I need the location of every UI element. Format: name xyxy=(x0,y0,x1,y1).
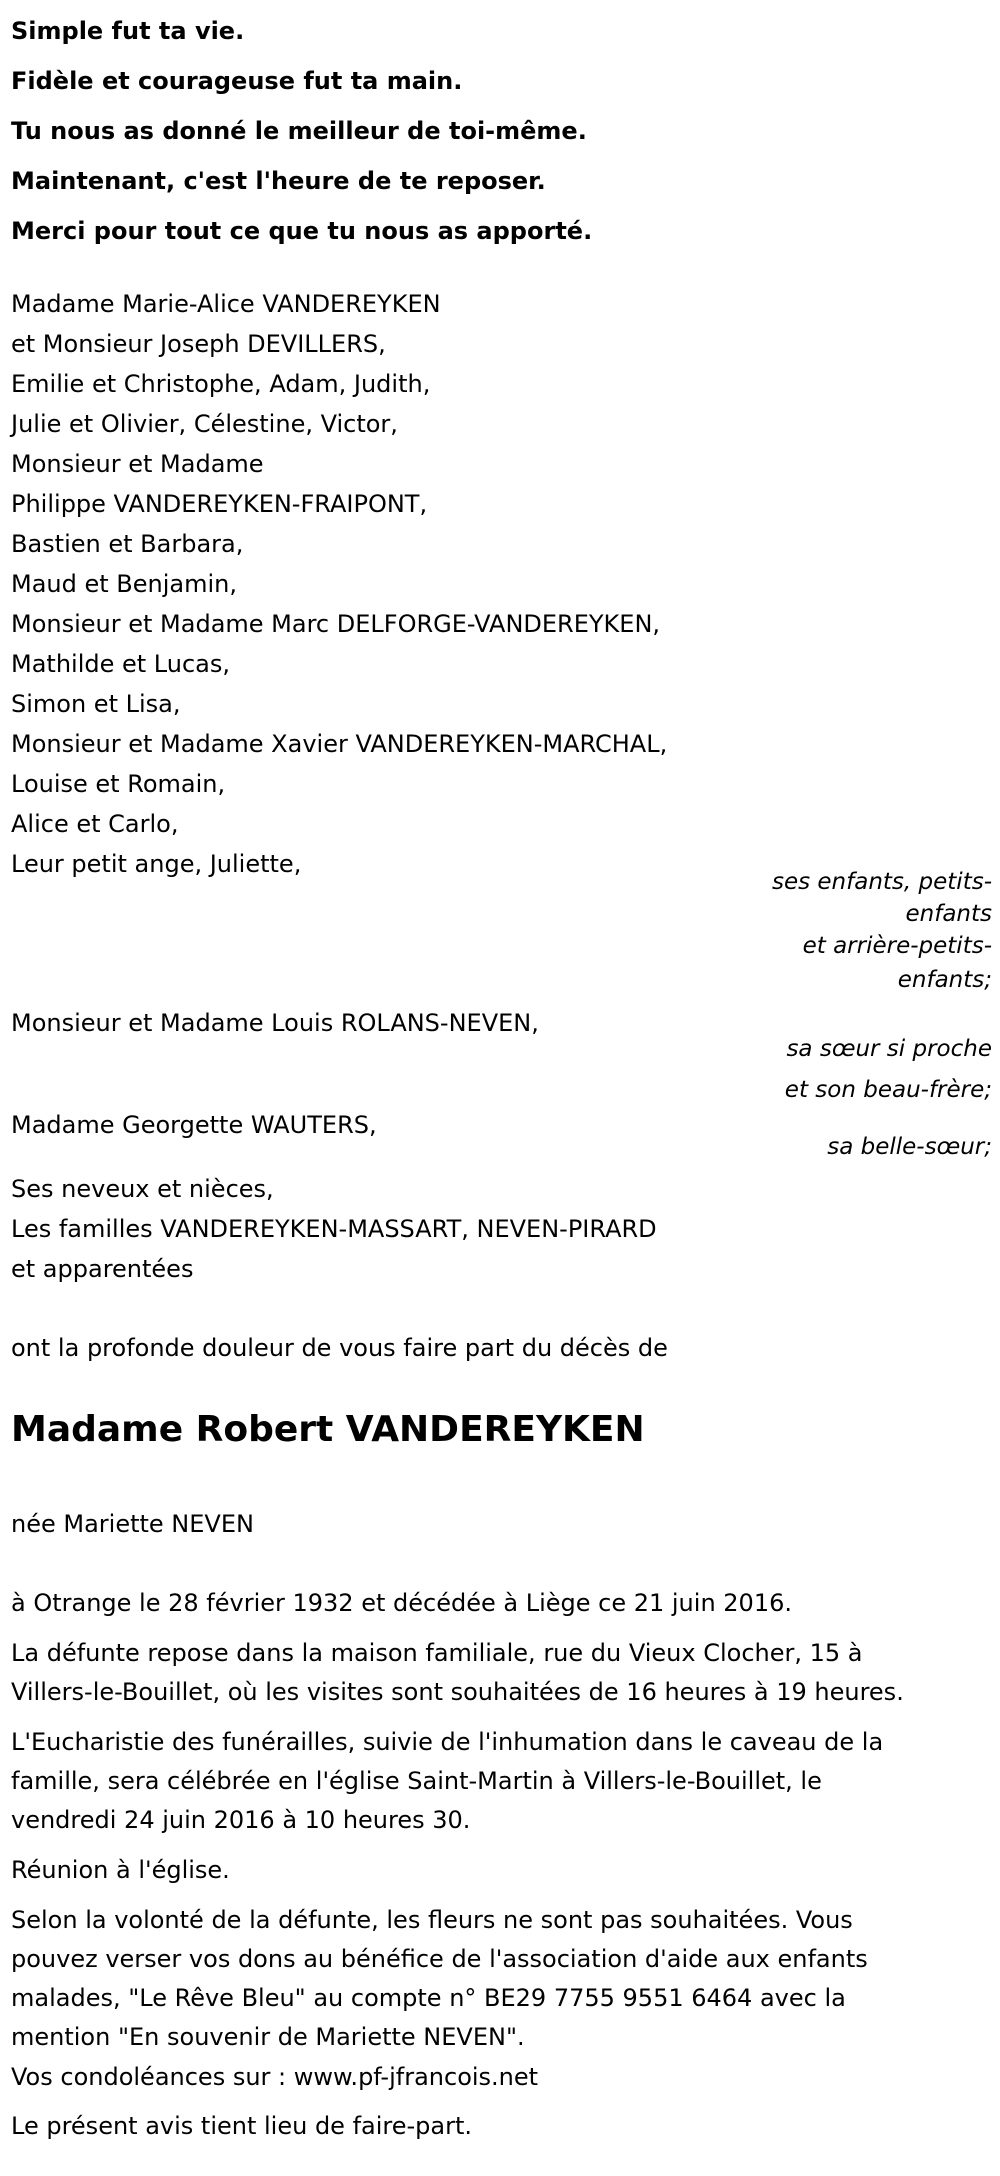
family-member: Simon et Lisa, xyxy=(11,690,181,718)
announcement-text: ont la profonde douleur de vous faire part du décès de xyxy=(11,1334,668,1362)
meeting-paragraph xyxy=(11,1851,991,1890)
relation-sister-in-law xyxy=(827,1131,992,1163)
family-member: Madame Marie-Alice VANDEREYKEN xyxy=(11,290,441,318)
flowers-paragraph xyxy=(11,1901,991,2057)
relation-line: sa belle-sœur; xyxy=(827,1134,992,1160)
paragraph-line: Réunion à l'église. xyxy=(11,1856,230,1884)
relation-line: sa sœur si proche xyxy=(786,1036,992,1062)
relation-line: enfants; xyxy=(897,967,992,993)
paragraph-line: Villers-le-Bouillet, où les visites sont souhaitées de 16 heures à 19 heures. xyxy=(11,1678,904,1706)
relation-line: ses enfants, petits- xyxy=(771,869,992,895)
family-member: Mathilde et Lucas, xyxy=(11,650,230,678)
poem-line: Simple fut ta vie. xyxy=(11,17,245,45)
poem xyxy=(11,6,971,256)
family-member: Julie et Olivier, Célestine, Victor, xyxy=(11,410,398,438)
poem-line: Merci pour tout ce que tu nous as apporté. xyxy=(11,217,593,245)
relation-line: enfants xyxy=(905,901,992,927)
paragraph-line: La défunte repose dans la maison familiale, rue du Vieux Clocher, 15 à xyxy=(11,1639,863,1667)
family-member: Monsieur et Madame Marc DELFORGE-VANDEREYKEN, xyxy=(11,610,661,638)
paragraph-line: malades, "Le Rêve Bleu" au compte n° BE29 7755 9551 6464 avec la xyxy=(11,1984,846,2012)
family-member: Bastien et Barbara, xyxy=(11,530,244,558)
poem-line: Fidèle et courageuse fut ta main. xyxy=(11,67,463,95)
paragraph-line: à Otrange le 28 février 1932 et décédée à Liège ce 21 juin 2016. xyxy=(11,1589,792,1617)
rolans-line: Monsieur et Madame Louis ROLANS-NEVEN, xyxy=(11,1009,539,1037)
family-member: Philippe VANDEREYKEN-FRAIPONT, xyxy=(11,490,428,518)
paragraph-line: L'Eucharistie des funérailles, suivie de l'inhumation dans le caveau de la xyxy=(11,1728,884,1756)
other-relatives xyxy=(11,1169,971,1289)
repose-paragraph xyxy=(11,1634,991,1712)
poem-line: Tu nous as donné le meilleur de toi-même. xyxy=(11,117,587,145)
relation-children xyxy=(772,866,992,996)
notice-paragraph xyxy=(11,2107,991,2146)
wauters-line: Madame Georgette WAUTERS, xyxy=(11,1111,377,1139)
family-member: Maud et Benjamin, xyxy=(11,570,237,598)
family-member: Emilie et Christophe, Adam, Judith, xyxy=(11,370,431,398)
paragraph-line: vendredi 24 juin 2016 à 10 heures 30. xyxy=(11,1806,471,1834)
relation-line: et son beau-frère; xyxy=(784,1077,992,1103)
family-member: Leur petit ange, Juliette, xyxy=(11,850,302,878)
family-member: Louise et Romain, xyxy=(11,770,226,798)
family-member: Monsieur et Madame Xavier VANDEREYKEN-MARCHAL, xyxy=(11,730,668,758)
family-member: Monsieur et Madame xyxy=(11,450,264,478)
family-list xyxy=(11,284,971,884)
family-member: Alice et Carlo, xyxy=(11,810,179,838)
relative-line: et apparentées xyxy=(11,1255,194,1283)
relative-line: Ses neveux et nièces, xyxy=(11,1175,274,1203)
relation-line: et arrière-petits- xyxy=(802,933,992,959)
paragraph-line: Selon la volonté de la défunte, les fleurs ne sont pas souhaitées. Vous xyxy=(11,1906,853,1934)
paragraph-line: mention "En souvenir de Mariette NEVEN". xyxy=(11,2023,525,2051)
relation-sister xyxy=(785,1029,992,1111)
paragraph-line: Vos condoléances sur : www.pf-jfrancois.net xyxy=(11,2063,539,2091)
funeral-paragraph xyxy=(11,1723,991,1840)
birth-name: née Mariette NEVEN xyxy=(11,1510,254,1538)
deceased-name: Madame Robert VANDEREYKEN xyxy=(11,1409,645,1450)
family-member: et Monsieur Joseph DEVILLERS, xyxy=(11,330,386,358)
relative-line: Les familles VANDEREYKEN-MASSART, NEVEN-PIRARD xyxy=(11,1215,657,1243)
paragraph-line: famille, sera célébrée en l'église Saint-Martin à Villers-le-Bouillet, le xyxy=(11,1767,822,1795)
paragraph-line: Le présent avis tient lieu de faire-part. xyxy=(11,2112,473,2140)
dates-paragraph xyxy=(11,1584,991,1623)
condolences-paragraph xyxy=(11,2058,991,2097)
poem-line: Maintenant, c'est l'heure de te reposer. xyxy=(11,167,546,195)
paragraph-line: pouvez verser vos dons au bénéfice de l'association d'aide aux enfants xyxy=(11,1945,868,1973)
